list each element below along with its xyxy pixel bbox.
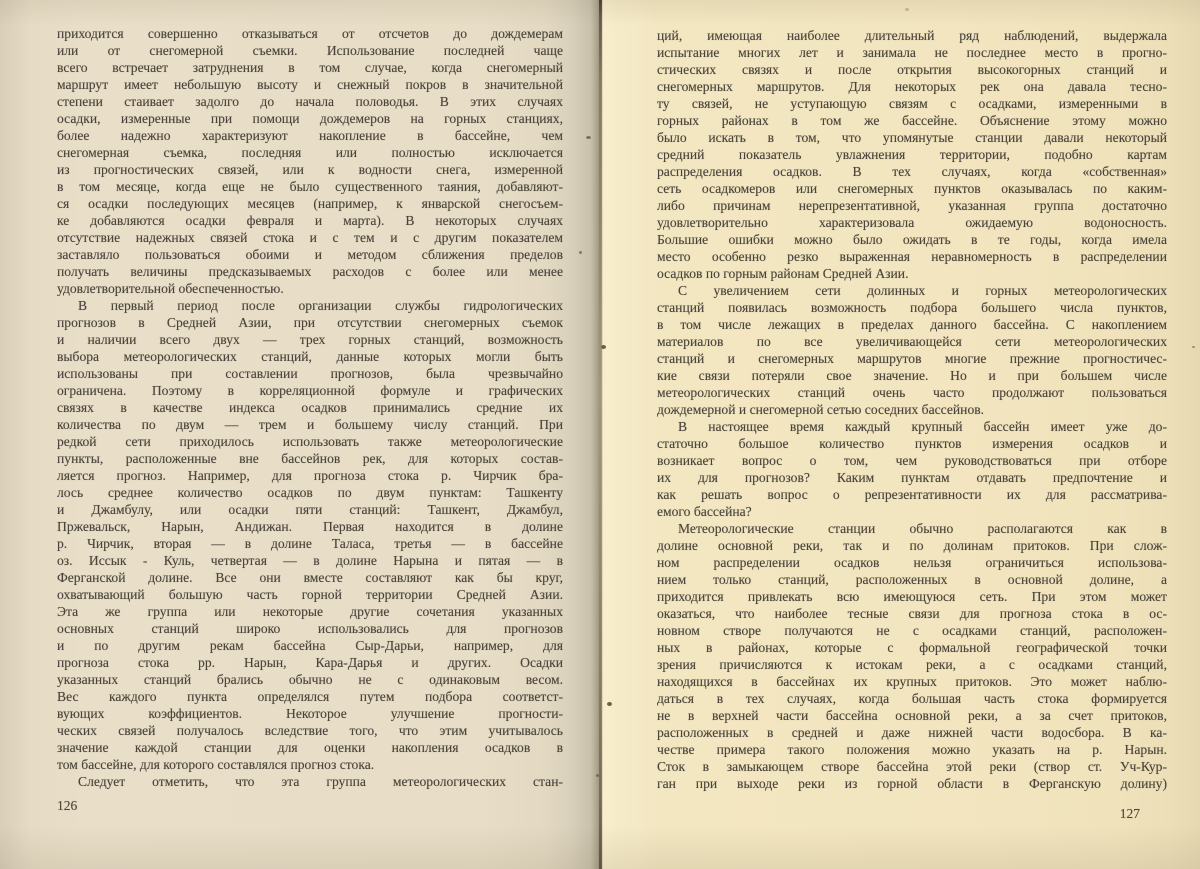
text-line: С увеличением сети долинных и горных метеорологических [678,283,1167,298]
text-line: значение каждой станции для оценки накопления осадков в [57,740,563,755]
gutter-seam [599,0,602,869]
text-line: ляется прогноз. Например, для прогноза стока р. Чирчик бра- [57,468,563,483]
text-line: использованы при составлении прогнозов, была чрезвычайно [57,366,563,381]
text-line: место особенно резко выраженная неравномерность в распределении [657,249,1167,264]
text-line: нием только станций, расположенных в основной долине, а [657,572,1167,587]
text-line: всего встречает затруднения в том случае, когда снегомерный [57,60,563,75]
text-line: Пржевальск, Нарын, Андижан. Первая находится в долине [57,519,563,534]
text-line: связях в качестве индекса осадков принимались средние их [57,400,563,415]
text-line: количества по двум — трем и большему числу станций. При [57,417,563,432]
text-line: либо причинам нерепрезентативной, указанная группа достаточно [657,198,1167,213]
text-line: в том месяце, когда еще не было существенного таяния, добавляют- [57,179,563,194]
text-line: р. Чирчик, вторая — в долине Таласа, третья — в бассейне [57,536,563,551]
text-line: ном распределении осадков нельзя ограничиться использова- [657,555,1167,570]
paragraph [57,773,563,790]
text-line: было искать в том, что упомянутые станции давали некоторый [657,130,1167,145]
text-line: новном створе получаются не с осадками станций, расположен- [657,623,1167,638]
text-line: из прогностических связей, или к водности снега, измеренной [57,162,563,177]
text-line: зрения причисляются к истокам реки, а с осадками станций, [657,657,1167,672]
text-line: сеть осадкомеров или снегомерных пунктов оказывалась по каким- [657,181,1167,196]
text-line: ческих связей получалось вследствие того, что этим учитывалось [57,723,563,738]
text-line: редкой сети приходилось использовать также метеорологические [57,434,563,449]
text-line: снегомерная съемка, последняя или полностью исключается [57,145,563,160]
ink-speck [1192,346,1195,348]
paragraph [657,520,1167,792]
text-line: вующих коэффициентов. Некоторое улучшение прогности- [57,706,563,721]
text-line: статочно большое количество пунктов измерения осадков и [657,436,1167,451]
left-page-text [57,25,563,790]
text-line: Ферганской долине. Все они вместе составляют как бы круг, [57,570,563,585]
text-line: не в верхней части бассейна основной реки, а за счет притоков, [657,708,1167,723]
text-line: как решать вопрос о репрезентативности их для рассматрива- [657,487,1167,502]
text-line: метеорологических станций очень часто продолжают пользоваться [657,385,1167,400]
ink-speck [601,345,606,349]
text-line: станций появилась возможность подбора большего числа пунктов, [657,300,1167,315]
text-line: пункты, расположенные вне бассейнов рек, для которых состав- [57,451,563,466]
text-line: кие связи потеряли свое значение. Но и при большем числе [657,368,1167,383]
page-number-left: 126 [57,798,78,813]
text-line: том бассейне, для которого составлялся прогноз стока. [57,757,375,772]
text-line: Следует отметить, что эта группа метеорологических стан- [78,774,563,789]
text-line: испытание многих лет и занимала не последнее место в прогно- [657,45,1167,60]
text-line: стических связях и после открытия высокогорных станций и [657,62,1167,77]
text-line: Сток в замыкающем створе бассейна этой реки (створ ст. Уч-Кур- [657,759,1167,774]
text-line: удовлетворительной обеспеченностью. [57,281,284,296]
ink-speck [905,8,909,11]
text-line: Эта же группа или некоторые другие сочетания указанных [57,604,563,619]
text-line: удовлетворительно характеризовала ожидаемую водоносность. [657,215,1167,230]
text-line: степени стаивает задолго до начала половодья. В этих случаях [57,94,563,109]
ink-speck [586,136,591,139]
text-line: ся осадки последующих месяцев (например, к январской снегосъем- [57,196,563,211]
text-line: ограничена. Поэтому в корреляционной формуле и графических [57,383,563,398]
right-page-text [657,27,1167,792]
text-line: распределения осадков. В тех случаях, когда «собственная» [657,164,1167,179]
ink-speck [596,774,599,777]
text-line: оказаться, что наиболее тесные связи для прогноза стока в ос- [657,606,1167,621]
text-line: маршрут имеет небольшую высоту и снежный покров в значительной [57,77,563,92]
text-line: в том числе лежащих в пределах данного бассейна. С накоплением [657,317,1167,332]
text-line: горных районах в том же бассейне. Объяснение этому можно [657,113,1167,128]
text-line: лось среднее количество осадков по двум пунктам: Ташкенту [57,485,563,500]
text-line: прогнозов в Средней Азии, при отсутствии снегомерных съемок [57,315,563,330]
text-line: станций и снегомерных маршрутов многие прежние прогностичес- [657,351,1167,366]
text-line: дождемерной и снегомерной сетью соседних бассейнов. [657,402,985,417]
ink-speck [607,702,612,706]
text-line: более надежно характеризуют накопление в бассейне, чем [57,128,563,143]
text-line: В настоящее время каждый крупный бассейн имеет уже до- [678,419,1167,434]
text-line: их для прогнозов? Каким пунктам отдавать предпочтение и [657,470,1167,485]
text-line: честве примера такого положения можно указать на р. Нарын. [657,742,1167,757]
paragraph [657,27,1167,282]
text-line: расположенных в средней и даже нижней части водосбора. В ка- [657,725,1167,740]
text-line: прогноза стока рр. Нарын, Кара-Дарья и других. Осадки [57,655,563,670]
text-line: ке добавляются осадки февраля и марта). В некоторых случаях [57,213,563,228]
text-line: получать величины предсказываемых расходов с более или менее [57,264,563,279]
text-line: охватывающий большую часть горной территории Средней Азии. [57,587,563,602]
text-line: основных станций широко использовались для прогнозов [57,621,563,636]
text-line: приходится совершенно отказываться от отсчетов до дождемерам [57,26,563,41]
text-line: долине основной реки, так и по долинам притоков. При слож- [657,538,1167,553]
text-line: находящихся в бассейнах их крупных притоков. Это может наблю- [657,674,1167,689]
text-line: приходится привлекать всю имеющуюся сеть. При этом может [657,589,1167,604]
text-line: ций, имеющая наиболее длительный ряд наблюдений, выдержала [657,28,1167,43]
text-line: ных в районах, которые с формальной географической точки [657,640,1167,655]
text-line: или от снегомерной съемки. Использование последней чаще [57,43,563,58]
text-line: указанных станций брались обычно не с одинаковым весом. [57,672,563,687]
text-line: емого бассейна? [657,504,752,519]
text-line: выбора метеорологических станций, данные которых могли быть [57,349,563,364]
text-line: осадков по горным районам Средней Азии. [657,266,909,281]
text-line: Вес каждого пункта определялся путем подбора соответст- [57,689,563,704]
text-line: заставляло пользоваться обоими и методом сближения пределов [57,247,563,262]
text-line: Метеорологические станции обычно располагаются как в [678,521,1167,536]
text-line: материалов по все увеличивающейся сети метеорологических [657,334,1167,349]
paragraph [57,297,563,773]
text-line: ту связей, не уступающую связям с осадками, измеренными в [657,96,1167,111]
text-line: возникает вопрос о том, чем руководствоваться при отборе [657,453,1167,468]
ink-speck [579,251,582,254]
text-line: даться в тех случаях, когда большая часть стока формируется [657,691,1167,706]
text-line: и наличии всего двух — трех горных станций, возможность [57,332,563,347]
paragraph [657,418,1167,520]
text-line: средний показатель увлажнения территории, подобно картам [657,147,1167,162]
paragraph [657,282,1167,418]
text-line: Большие ошибки можно было ожидать в те годы, когда имела [657,232,1167,247]
text-line: оз. Иссык - Куль, четвертая — в долине Нарына и пятая — в [57,553,563,568]
text-line: и Джамбулу, или осадки пяти станций: Ташкент, Джамбул, [57,502,563,517]
text-line: и по другим рекам бассейна Сыр-Дарьи, например, для [57,638,563,653]
text-line: отсутствие надежных связей стока и с тем и с другим показателем [57,230,563,245]
page-number-right: 127 [1119,806,1140,821]
text-line: осадки, измеренные при помощи дождемеров на горных станциях, [57,111,563,126]
text-line: ган при выходе реки из горной области в Ферганскую долину) [657,776,1167,791]
paragraph [57,25,563,297]
text-line: снегомерных маршрутов. Для некоторых рек она давала тесно- [657,79,1167,94]
text-line: В первый период после организации службы гидрологических [78,298,563,313]
